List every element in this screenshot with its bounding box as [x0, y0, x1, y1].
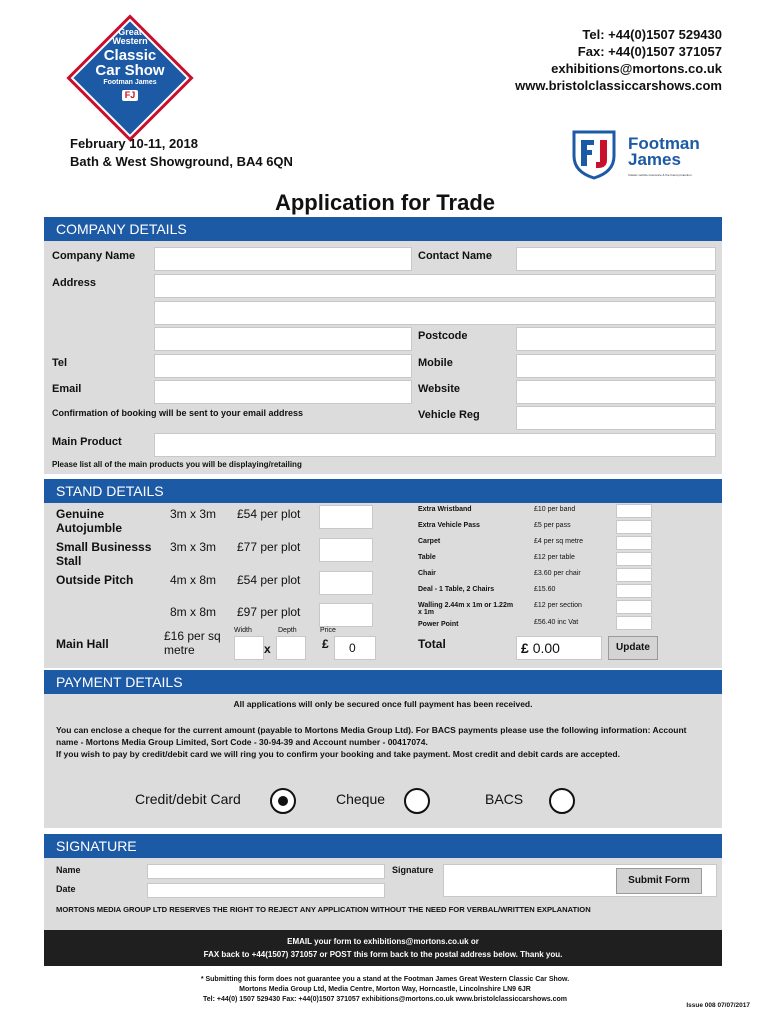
price-label: Price	[320, 627, 336, 634]
postcode-input[interactable]	[516, 327, 716, 351]
extra-price: £4 per sq metre	[534, 538, 584, 545]
email-input[interactable]	[154, 380, 412, 404]
extra-name: Power Point	[418, 621, 459, 628]
sponsor-name-1: Footman	[628, 134, 700, 153]
tel-label: Tel	[52, 357, 68, 369]
stand-price-small-business: £77 per plot	[237, 540, 301, 554]
qty-outside-8x8-input[interactable]	[319, 603, 373, 627]
extra-qty-input[interactable]	[616, 552, 652, 566]
qty-small-business-input[interactable]	[319, 538, 373, 562]
rejection-disclaimer: MORTONS MEDIA GROUP LTD RESERVES THE RIGHT TO REJECT ANY APPLICATION WITHOUT THE NEED FOR VERBAL/WRITTEN EXPLANATION	[56, 905, 591, 914]
signature-header: SIGNATURE	[44, 834, 722, 858]
page-title: Application for Trade	[274, 190, 496, 215]
submit-form-button[interactable]: Submit Form	[616, 868, 702, 894]
fax-instruction: FAX back to +44(1507) 371057 or POST this form back to the postal address below. Thank you.	[203, 950, 563, 959]
payment-info-1: You can enclose a cheque for the current amount (payable to Mortons Media Group Ltd). For BACS payments please use the following information: Account name - Mortons Media Group Limited, Sort Code - 30-94-39 and Account number - 00417074.	[56, 725, 687, 747]
website-label: Website	[418, 383, 460, 395]
extra-qty-input[interactable]	[616, 584, 652, 598]
company-name-label: Company Name	[52, 250, 136, 262]
total-value: 0.00	[532, 640, 560, 656]
stand-details-panel	[44, 503, 722, 668]
extra-name: Deal - 1 Table, 2 Chairs	[418, 586, 495, 593]
extras-list	[414, 503, 724, 628]
extra-price: £5 per pass	[534, 522, 571, 529]
email-instruction: EMAIL your form to	[287, 937, 364, 946]
hall-width-input[interactable]	[234, 636, 264, 660]
extra-name: Extra Wristband	[418, 506, 472, 513]
footer-note-1: * Submitting this form does not guarantee you a stand at the Footman James Great Western Classic Car Show.	[200, 976, 570, 983]
contact-fax: Fax: +44(0)1507 371057	[577, 44, 722, 59]
payment-details-panel	[44, 694, 722, 828]
depth-label: Depth	[278, 627, 297, 634]
sponsor-name-2: James	[628, 150, 681, 169]
stand-price-outside-4x8: £54 per plot	[237, 573, 301, 587]
event-dates: February 10-11, 2018	[70, 136, 198, 151]
width-label: Width	[234, 627, 252, 634]
stand-size-genuine: 3m x 3m	[170, 507, 217, 521]
extra-price: £12 per table	[534, 554, 575, 561]
fj-shield-icon	[572, 128, 616, 180]
date-label: Date	[56, 884, 76, 894]
total-output	[516, 636, 602, 660]
event-venue: Bath & West Showground, BA4 6QN	[70, 154, 293, 169]
contact-web: www.bristolclassiccarshows.com	[515, 78, 722, 93]
main-hall-price: £16 per sq metre	[164, 629, 221, 657]
bacs-radio[interactable]	[549, 788, 575, 814]
main-product-note: Please list all of the main products you will be displaying/retailing	[52, 460, 302, 469]
signature-label: Signature	[392, 865, 434, 875]
stand-price-genuine: £54 per plot	[237, 507, 301, 521]
stand-size-small-business: 3m x 3m	[170, 540, 217, 554]
stand-price-outside-8x8: £97 per plot	[237, 605, 301, 619]
main-hall-label: Main Hall	[56, 637, 109, 651]
stand-name-outside-pitch: Outside Pitch	[56, 573, 134, 587]
hall-price-output: 0	[334, 636, 376, 660]
email-label: Email	[52, 383, 82, 395]
extra-price: £56.40 inc Vat	[534, 619, 579, 626]
website-input[interactable]	[516, 380, 716, 404]
submission-bar	[44, 930, 722, 966]
extra-qty-input[interactable]	[616, 536, 652, 550]
extra-qty-input[interactable]	[616, 616, 652, 630]
contact-name-label: Contact Name	[418, 250, 492, 262]
times-sign: x	[264, 642, 271, 656]
address-line-1-input[interactable]	[154, 274, 716, 298]
event-info	[70, 135, 293, 171]
stand-name-small-business: Small Businesss Stall	[56, 540, 152, 568]
main-product-label: Main Product	[52, 436, 122, 448]
contact-block	[515, 26, 722, 94]
extra-name: Chair	[418, 570, 436, 577]
option-card-label: Credit/debit Card	[135, 791, 241, 807]
extra-name: Walling 2.44m x 1m or 1.22m x 1m	[418, 602, 514, 616]
payment-info-2: If you wish to pay by credit/debit card we will ring you to confirm your booking and take payment. Most credit and debit cards are accepted.	[56, 749, 620, 759]
card-radio[interactable]	[270, 788, 296, 814]
show-logo: Great Western Classic Car Show Footman James FJ	[66, 14, 194, 142]
hall-depth-input[interactable]	[276, 636, 306, 660]
footer-notes	[0, 975, 770, 1005]
extra-price: £3.60 per chair	[534, 570, 581, 577]
email-link[interactable]: exhibitions@mortons.co.uk or	[363, 937, 479, 946]
radio-selected-dot	[278, 796, 288, 806]
stand-name-genuine: Genuine Autojumble	[56, 507, 122, 535]
qty-genuine-input[interactable]	[319, 505, 373, 529]
stand-size-outside-4x8: 4m x 8m	[170, 573, 217, 587]
option-cheque-label: Cheque	[336, 791, 386, 807]
sponsor-tagline: Classic vehicle insurance & the finest protection	[628, 173, 692, 177]
signature-panel	[44, 858, 722, 930]
update-button[interactable]: Update	[608, 636, 658, 660]
company-details-panel	[44, 241, 722, 474]
issue-number: Issue 008 07/07/2017	[686, 1002, 750, 1009]
confirmation-note: Confirmation of booking will be sent to your email address	[52, 408, 304, 418]
qty-outside-4x8-input[interactable]	[319, 571, 373, 595]
hall-price-pound: £	[322, 637, 329, 651]
extra-price: £15.60	[534, 586, 556, 593]
extra-price: £10 per band	[534, 506, 576, 513]
cheque-radio[interactable]	[404, 788, 430, 814]
name-input[interactable]	[147, 864, 385, 879]
company-name-input[interactable]	[154, 247, 412, 271]
extra-qty-input[interactable]	[616, 504, 652, 518]
name-label: Name	[56, 865, 81, 875]
extra-name: Carpet	[418, 538, 441, 545]
stand-size-outside-8x8: 8m x 8m	[170, 605, 217, 619]
payment-notice: All applications will only be secured once full payment has been received.	[233, 699, 533, 709]
address-line-3-input[interactable]	[154, 327, 412, 351]
contact-email: exhibitions@mortons.co.uk	[551, 61, 722, 76]
vehicle-reg-input[interactable]	[516, 406, 716, 430]
mobile-input[interactable]	[516, 354, 716, 378]
extra-price: £12 per section	[534, 602, 582, 609]
address-line-2-input[interactable]	[154, 301, 716, 325]
address-label: Address	[52, 277, 97, 289]
sponsor-logo	[572, 128, 712, 184]
payment-details-header: PAYMENT DETAILS	[44, 670, 722, 694]
postcode-label: Postcode	[418, 330, 468, 342]
extra-qty-input[interactable]	[616, 600, 652, 614]
option-bacs-label: BACS	[485, 791, 524, 807]
main-product-input[interactable]	[154, 433, 716, 457]
tel-input[interactable]	[154, 354, 412, 378]
extra-qty-input[interactable]	[616, 568, 652, 582]
extra-name: Table	[418, 554, 436, 561]
mobile-label: Mobile	[418, 357, 453, 369]
contact-tel: Tel: +44(0)1507 529430	[582, 27, 722, 42]
stand-details-header: STAND DETAILS	[44, 479, 722, 503]
footer-note-3: Tel: +44(0) 1507 529430 Fax: +44(0)1507 371057 exhibitions@mortons.co.uk www.bristolclassiccarshows.com	[203, 996, 567, 1003]
vehicle-reg-label: Vehicle Reg	[418, 409, 480, 421]
total-label: Total	[418, 637, 446, 651]
company-details-header: COMPANY DETAILS	[44, 217, 722, 241]
date-input[interactable]	[147, 883, 385, 898]
extra-name: Extra Vehicle Pass	[418, 522, 480, 529]
contact-name-input[interactable]	[516, 247, 716, 271]
total-currency: £	[521, 640, 529, 656]
footer-note-2: Mortons Media Group Ltd, Media Centre, Morton Way, Horncastle, Lincolnshire LN9 6JR	[239, 986, 531, 993]
extra-qty-input[interactable]	[616, 520, 652, 534]
